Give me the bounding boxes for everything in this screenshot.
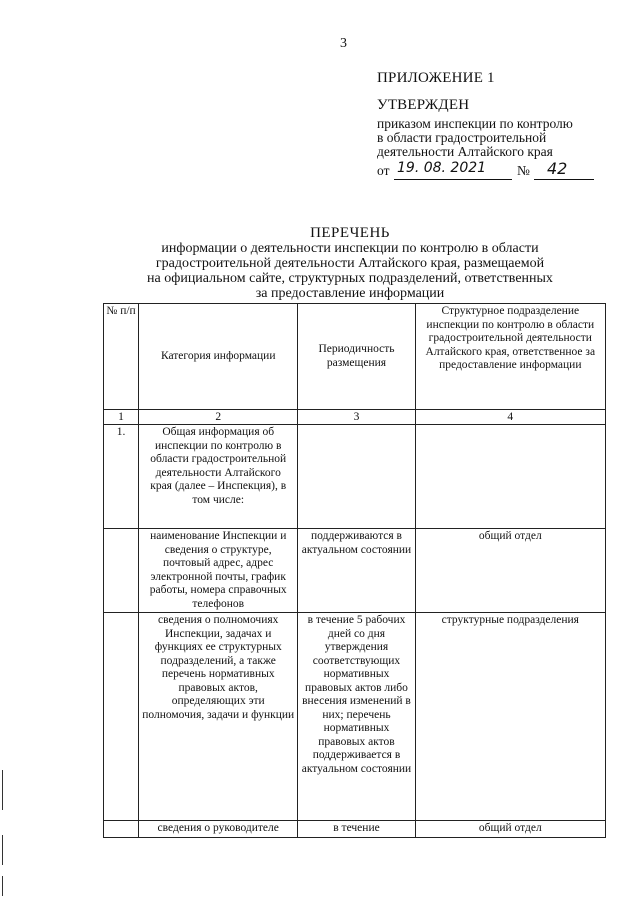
document-title	[100, 226, 600, 301]
column-number-row	[104, 410, 606, 425]
row-period: в течение 5 рабочих дней со дня утверждения соответствующих нормативных правовых актов либо внесения изменений в них; перечень нормативных правовых актов поддерживается в актуальном состоянии	[298, 613, 415, 821]
row-number	[104, 529, 139, 613]
date-prefix: от	[377, 163, 390, 178]
row-period: в течение	[298, 821, 415, 838]
title-line-3: на официальном сайте, структурных подразделений, ответственных	[147, 271, 553, 286]
table-row	[104, 821, 606, 838]
scan-margin-mark	[2, 835, 3, 865]
row-unit: общий отдел	[415, 821, 605, 838]
approval-line-2: в области градостроительной	[377, 130, 547, 145]
colnum-1: 1	[104, 410, 139, 425]
handwritten-date: 19. 08. 2021	[397, 160, 487, 176]
row-category: сведения о полномочиях Инспекции, задачах и функциях ее структурных подразделений, а также перечень нормативных правовых актов, определяющих эти полномочия, задачи и функции	[139, 613, 298, 821]
row-number: 1.	[104, 425, 139, 529]
row-unit: общий отдел	[415, 529, 605, 613]
table-row	[104, 425, 606, 529]
table-header-row	[104, 304, 606, 410]
colnum-4: 4	[415, 410, 605, 425]
header-number: № п/п	[104, 304, 139, 410]
title-line-4: за предоставление информации	[255, 286, 445, 301]
page-number: 3	[340, 36, 347, 51]
approval-title: УТВЕРЖДЕН	[377, 97, 470, 113]
header-category: Категория информации	[139, 304, 298, 410]
title-line-1: информации о деятельности инспекции по контролю в области	[161, 241, 539, 256]
title-line-2: градостроительной деятельности Алтайского края, размещаемой	[155, 256, 545, 271]
header-period: Периодичность размещения	[298, 304, 415, 410]
info-table	[103, 303, 606, 838]
approval-date-row	[377, 161, 597, 181]
row-category: сведения о руководителе	[139, 821, 298, 838]
title-main: ПЕРЕЧЕНЬ	[310, 225, 390, 241]
row-category: Общая информация об инспекции по контролю в области градостроительной деятельности Алтайского края (далее – Инспекция), в том числе:	[139, 425, 298, 529]
table-row	[104, 529, 606, 613]
scan-margin-mark	[2, 770, 3, 810]
approval-line-1: приказом инспекции по контролю	[377, 116, 573, 131]
row-number	[104, 821, 139, 838]
handwritten-number: 42	[547, 159, 568, 178]
colnum-3: 3	[298, 410, 415, 425]
table-row	[104, 613, 606, 821]
header-unit: Структурное подразделение инспекции по контролю в области градостроительной деятельности Алтайского края, ответственное за предоставление информации	[415, 304, 605, 410]
row-unit	[415, 425, 605, 529]
row-unit: структурные подразделения	[415, 613, 605, 821]
colnum-2: 2	[139, 410, 298, 425]
row-period: поддерживаются в актуальном состоянии	[298, 529, 415, 613]
date-underline	[394, 179, 512, 180]
row-number	[104, 613, 139, 821]
number-underline	[534, 179, 594, 180]
scan-margin-mark	[2, 876, 3, 896]
row-category: наименование Инспекции и сведения о структуре, почтовый адрес, адрес электронной почты, график работы, номера справочных телефонов	[139, 529, 298, 613]
number-prefix: №	[517, 163, 530, 178]
row-period	[298, 425, 415, 529]
approval-line-3: деятельности Алтайского края	[377, 144, 553, 159]
appendix-label: ПРИЛОЖЕНИЕ 1	[377, 70, 495, 86]
